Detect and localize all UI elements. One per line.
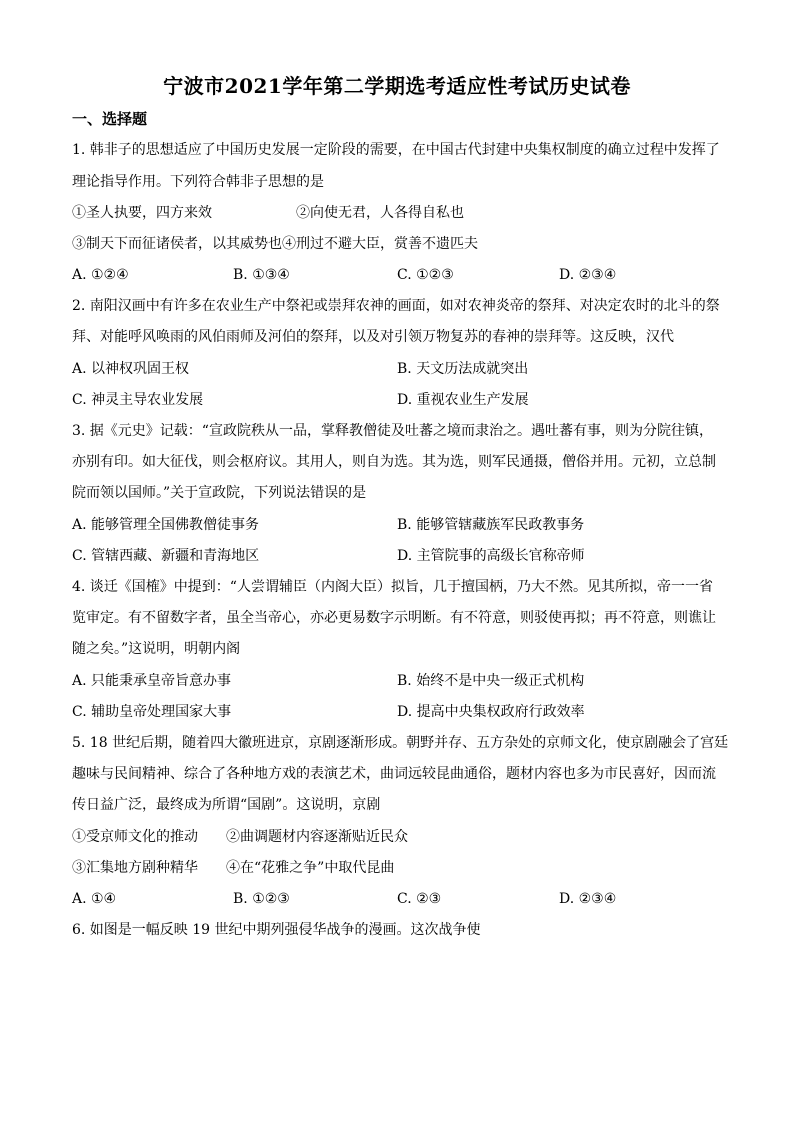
q5-option-b: B. ①②③ <box>233 891 290 907</box>
q4-option-a: A. 只能秉承皇帝旨意办事 <box>72 673 232 689</box>
q1-statement-4: ④刑过不避大臣，赏善不遗匹夫 <box>282 236 478 252</box>
q2-option-d: D. 重视农业生产发展 <box>397 392 529 408</box>
q5-stem-line-1: 5. 18 世纪后期，随着四大徽班进京，京剧逐渐形成。朝野并存、五方杂处的京师文化，使京剧融会了宫廷 <box>72 735 729 751</box>
q3-stem-line-2: 亦别有印。如大征伐，则会枢府议。其用人，则自为选。其为选，则军民通摄，僧俗并用。元初，立总制 <box>72 454 716 470</box>
q1-stem-line-2: 理论指导作用。下列符合韩非子思想的是 <box>72 174 324 190</box>
q3-stem-line-1: 3. 据《元史》记载：“宣政院秩从一品，掌释教僧徒及吐蕃之境而隶治之。遇吐蕃有事，则为分院往镇， <box>72 423 713 439</box>
q1-stem-line-1: 1. 韩非子的思想适应了中国历史发展一定阶段的需要，在中国古代封建中央集权制度的确立过程中发挥了 <box>72 142 720 158</box>
q1-statement-3: ③制天下而征诸侯者，以其威势也 <box>72 236 282 252</box>
q1-option-d: D. ②③④ <box>559 267 617 283</box>
q1-statement-2: ②向使无君，人各得自私也 <box>296 205 464 221</box>
q3-option-a: A. 能够管理全国佛教僧徒事务 <box>72 517 260 533</box>
section-heading: 一、选择题 <box>72 110 148 128</box>
q5-statement-4: ④在“花雅之争”中取代昆曲 <box>226 860 395 876</box>
q5-option-a: A. ①④ <box>72 891 117 907</box>
q1-option-c: C. ①②③ <box>397 267 454 283</box>
q4-option-b: B. 始终不是中央一级正式机构 <box>397 673 585 689</box>
q1-option-b: B. ①③④ <box>233 267 290 283</box>
q5-statement-1: ①受京师文化的推动 <box>72 829 198 845</box>
q2-stem-line-1: 2. 南阳汉画中有许多在农业生产中祭祀或崇拜农神的画面，如对农神炎帝的祭拜、对决定农时的北斗的祭 <box>72 298 720 314</box>
q4-stem-line-1: 4. 谈迁《国榷》中提到：“人尝谓辅臣（内阁大臣）拟旨，几于擅国柄，乃大不然。见其所拟，帝一一省 <box>72 579 713 595</box>
q4-stem-line-2: 览审定。有不留数字者，虽全当帝心，亦必更易数字示明断。有不符意，则驳使再拟；再不符意，则谯让 <box>72 610 716 626</box>
q5-statement-3: ③汇集地方剧种精华 <box>72 860 198 876</box>
q5-stem-line-2: 趣味与民间精神、综合了各种地方戏的表演艺术，曲词远较昆曲通俗，题材内容也多为市民喜好，因而流 <box>72 766 716 782</box>
q2-option-c: C. 神灵主导农业发展 <box>72 392 204 408</box>
q4-stem-line-3: 随之矣。”这说明，明朝内阁 <box>72 641 241 657</box>
q3-option-d: D. 主管院事的高级长官称帝师 <box>397 548 585 564</box>
q3-option-c: C. 管辖西藏、新疆和青海地区 <box>72 548 260 564</box>
page-title: 宁波市2021学年第二学期选考适应性考试历史试卷 <box>163 74 631 98</box>
q3-stem-line-3: 院而领以国师。”关于宣政院，下列说法错误的是 <box>72 485 367 501</box>
q2-stem-line-2: 拜、对能呼风唤雨的风伯雨师及河伯的祭拜，以及对引领万物复苏的春神的崇拜等。这反映，汉代 <box>72 329 674 345</box>
q1-statement-1: ①圣人执要，四方来效 <box>72 205 212 221</box>
q6-stem-line-1: 6. 如图是一幅反映 19 世纪中期列强侵华战争的漫画。这次战争使 <box>72 922 481 938</box>
q5-stem-line-3: 传日益广泛，最终成为所谓“国剧”。这说明，京剧 <box>72 797 381 813</box>
q5-statement-2: ②曲调题材内容逐渐贴近民众 <box>226 829 408 845</box>
q2-option-b: B. 天文历法成就突出 <box>397 361 529 377</box>
q5-option-d: D. ②③④ <box>559 891 617 907</box>
q3-option-b: B. 能够管辖藏族军民政教事务 <box>397 517 585 533</box>
q4-option-d: D. 提高中央集权政府行政效率 <box>397 704 585 720</box>
q2-option-a: A. 以神权巩固王权 <box>72 361 190 377</box>
q4-option-c: C. 辅助皇帝处理国家大事 <box>72 704 232 720</box>
q5-option-c: C. ②③ <box>397 891 442 907</box>
q1-option-a: A. ①②④ <box>72 267 129 283</box>
